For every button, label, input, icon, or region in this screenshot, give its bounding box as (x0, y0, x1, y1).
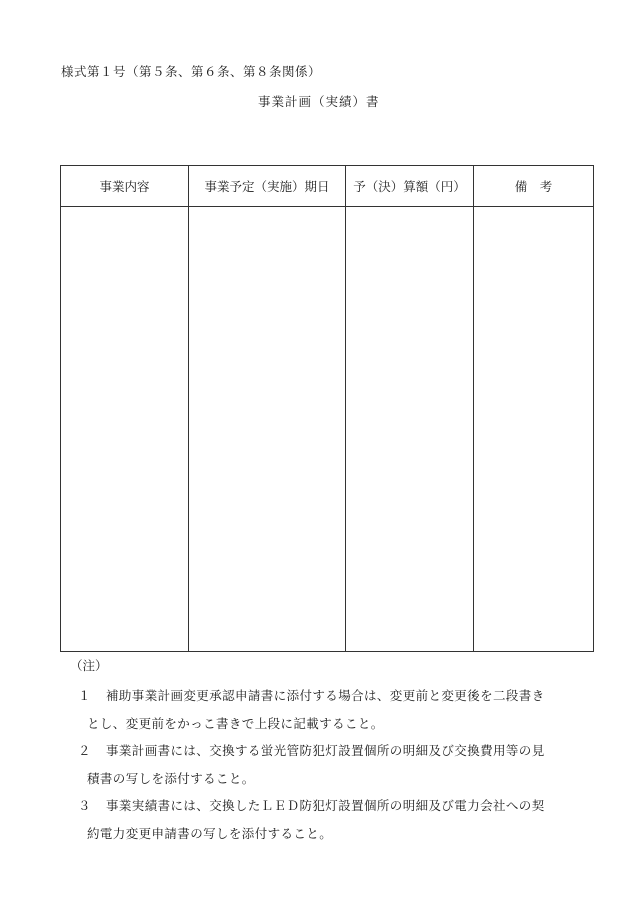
note-item (78, 682, 598, 738)
cell-business-content[interactable] (61, 207, 189, 652)
note-continuation: 約電力変更申請書の写しを添付すること。 (87, 826, 333, 841)
form-number-label: 様式第１号（第５条、第６条、第８条関係） (61, 64, 322, 79)
note-first-line (78, 737, 598, 765)
col-header-schedule-date: 事業予定（実施）期日 (189, 166, 346, 207)
cell-budget-amount[interactable] (346, 207, 474, 652)
table-body-row (61, 207, 594, 652)
col-header-business-content: 事業内容 (61, 166, 189, 207)
note-number: ２ (78, 743, 91, 758)
cell-remarks[interactable] (474, 207, 594, 652)
col-header-budget-amount: 予（決）算額（円） (346, 166, 474, 207)
col-header-remarks: 備 考 (474, 166, 594, 207)
plan-table (60, 165, 594, 652)
note-text: 事業実績書には、交換したＬＥＤ防犯灯設置個所の明細及び電力会社への契 (106, 798, 545, 813)
note-text: 事業計画書には、交換する蛍光管防犯灯設置個所の明細及び交換費用等の見 (106, 743, 545, 758)
note-continuation: とし、変更前をかっこ書きで上段に記載すること。 (87, 716, 384, 731)
notes-heading: （注） (70, 658, 108, 673)
table-header-row (61, 166, 594, 207)
note-text: 補助事業計画変更承認申請書に添付する場合は、変更前と変更後を二段書き (106, 688, 545, 703)
note-first-line (78, 682, 598, 710)
cell-schedule-date[interactable] (189, 207, 346, 652)
document-title: 事業計画（実績）書 (258, 94, 380, 109)
note-item (78, 792, 598, 848)
note-first-line (78, 792, 598, 820)
note-number: １ (78, 688, 91, 703)
note-continuation: 積書の写しを添付すること。 (87, 771, 255, 786)
note-item (78, 737, 598, 793)
note-number: ３ (78, 798, 91, 813)
